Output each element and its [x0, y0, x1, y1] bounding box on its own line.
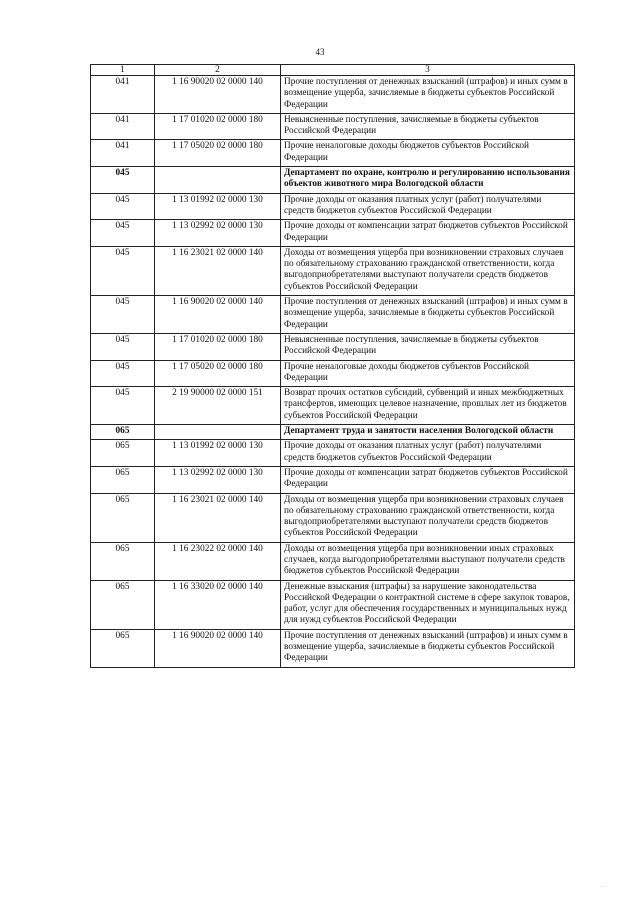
budget-code-cell: 1 13 01992 02 0000 130: [155, 193, 281, 220]
budget-code-cell: 1 17 05020 02 0000 180: [155, 140, 281, 167]
budget-code-cell: 1 17 01020 02 0000 180: [155, 113, 281, 140]
department-row: [91, 425, 575, 440]
table-row: [91, 333, 575, 360]
budget-code-cell: 1 16 90020 02 0000 140: [155, 296, 281, 334]
revenue-name-cell: Невыясненные поступления, зачисляемые в бюджеты субъектов Российской Федерации: [281, 113, 575, 140]
table-row: [91, 542, 575, 580]
revenue-name-cell: Прочие доходы от оказания платных услуг (работ) получателями средств бюджетов субъектов Российской Федерации: [281, 193, 575, 220]
table-row: [91, 629, 575, 667]
admin-code-cell: 045: [91, 220, 155, 247]
budget-code-cell: 1 16 33020 02 0000 140: [155, 580, 281, 629]
revenue-name-cell: Департамент по охране, контролю и регулированию использования объектов животного мира Вологодской области: [281, 167, 575, 194]
revenue-name-cell: Прочие поступления от денежных взысканий (штрафов) и иных сумм в возмещение ущерба, зачисляемые в бюджеты субъектов Российской Федерации: [281, 76, 575, 114]
admin-code-cell: 045: [91, 296, 155, 334]
budget-code-cell: 1 13 01992 02 0000 130: [155, 440, 281, 467]
revenue-name-cell: Департамент труда и занятости населения Вологодской области: [281, 425, 575, 440]
table-row: [91, 76, 575, 114]
budget-code-cell: 1 17 01020 02 0000 180: [155, 333, 281, 360]
table-row: [91, 580, 575, 629]
department-row: [91, 167, 575, 194]
budget-code-cell: 1 16 90020 02 0000 140: [155, 629, 281, 667]
table-row: [91, 296, 575, 334]
table-row: [91, 220, 575, 247]
revenue-name-cell: Прочие доходы от компенсации затрат бюджетов субъектов Российской Федерации: [281, 220, 575, 247]
table-row: [91, 360, 575, 387]
admin-code-cell: 045: [91, 387, 155, 425]
admin-code-cell: 045: [91, 193, 155, 220]
budget-code-cell: 1 16 23021 02 0000 140: [155, 246, 281, 295]
revenue-name-cell: Доходы от возмещения ущерба при возникновении иных страховых случаев, когда выгодоприобретателями выступают получатели средств бюджетов субъектов Российской Федерации: [281, 542, 575, 580]
budget-code-cell: 1 16 23021 02 0000 140: [155, 493, 281, 542]
scan-mark: · ·: [600, 884, 606, 891]
table-row: [91, 246, 575, 295]
revenue-name-cell: Прочие поступления от денежных взысканий (штрафов) и иных сумм в возмещение ущерба, зачисляемые в бюджеты субъектов Российской Федерации: [281, 296, 575, 334]
table-row: [91, 113, 575, 140]
column-header-code: 2: [155, 65, 281, 76]
revenue-name-cell: Доходы от возмещения ущерба при возникновении страховых случаев по обязательному страхованию гражданской ответственности, когда выгодоприобретателями выступают получатели средств бюджетов субъектов Российской Федерации: [281, 493, 575, 542]
budget-code-cell: 1 16 90020 02 0000 140: [155, 76, 281, 114]
revenue-name-cell: Прочие неналоговые доходы бюджетов субъектов Российской Федерации: [281, 140, 575, 167]
budget-code-cell: 2 19 90000 02 0000 151: [155, 387, 281, 425]
table-row: [91, 387, 575, 425]
budget-code-cell: 1 13 02992 02 0000 130: [155, 220, 281, 247]
revenue-administrators-table: [90, 64, 575, 668]
table-row: [91, 440, 575, 467]
page-number: 43: [315, 47, 325, 57]
admin-code-cell: 045: [91, 167, 155, 194]
revenue-name-cell: Прочие доходы от оказания платных услуг (работ) получателями средств бюджетов субъектов Российской Федерации: [281, 440, 575, 467]
table-row: [91, 140, 575, 167]
admin-code-cell: 065: [91, 580, 155, 629]
admin-code-cell: 065: [91, 440, 155, 467]
admin-code-cell: 065: [91, 425, 155, 440]
admin-code-cell: 065: [91, 542, 155, 580]
table-row: [91, 493, 575, 542]
admin-code-cell: 041: [91, 76, 155, 114]
budget-code-cell: [155, 425, 281, 440]
table-row: [91, 193, 575, 220]
budget-code-cell: 1 13 02992 02 0000 130: [155, 466, 281, 493]
revenue-name-cell: Возврат прочих остатков субсидий, субвенций и иных межбюджетных трансфертов, имеющих целевое назначение, прошлых лет из бюджетов субъектов Российской Федерации: [281, 387, 575, 425]
admin-code-cell: 065: [91, 629, 155, 667]
budget-code-cell: 1 16 23022 02 0000 140: [155, 542, 281, 580]
column-header-admin: 1: [91, 65, 155, 76]
revenue-name-cell: Невыясненные поступления, зачисляемые в бюджеты субъектов Российской Федерации: [281, 333, 575, 360]
table-row: [91, 466, 575, 493]
budget-code-cell: 1 17 05020 02 0000 180: [155, 360, 281, 387]
admin-code-cell: 041: [91, 113, 155, 140]
revenue-name-cell: Прочие поступления от денежных взысканий (штрафов) и иных сумм в возмещение ущерба, зачисляемые в бюджеты субъектов Российской Федерации: [281, 629, 575, 667]
admin-code-cell: 045: [91, 360, 155, 387]
table-body: [91, 76, 575, 668]
budget-code-cell: [155, 167, 281, 194]
column-header-name: 3: [281, 65, 575, 76]
revenue-name-cell: Прочие доходы от компенсации затрат бюджетов субъектов Российской Федерации: [281, 466, 575, 493]
admin-code-cell: 065: [91, 493, 155, 542]
revenue-name-cell: Прочие неналоговые доходы бюджетов субъектов Российской Федерации: [281, 360, 575, 387]
admin-code-cell: 045: [91, 333, 155, 360]
admin-code-cell: 065: [91, 466, 155, 493]
revenue-name-cell: Денежные взыскания (штрафы) за нарушение законодательства Российской Федерации о контрактной системе в сфере закупок товаров, работ, услуг для обеспечения государственных и муниципальных нужд для нужд субъектов Российской Федерации: [281, 580, 575, 629]
admin-code-cell: 045: [91, 246, 155, 295]
admin-code-cell: 041: [91, 140, 155, 167]
revenue-name-cell: Доходы от возмещения ущерба при возникновении страховых случаев по обязательному страхованию гражданской ответственности, когда выгодоприобретателями выступают получатели средств бюджетов субъектов Российской Федерации: [281, 246, 575, 295]
table-header-row: [91, 65, 575, 76]
